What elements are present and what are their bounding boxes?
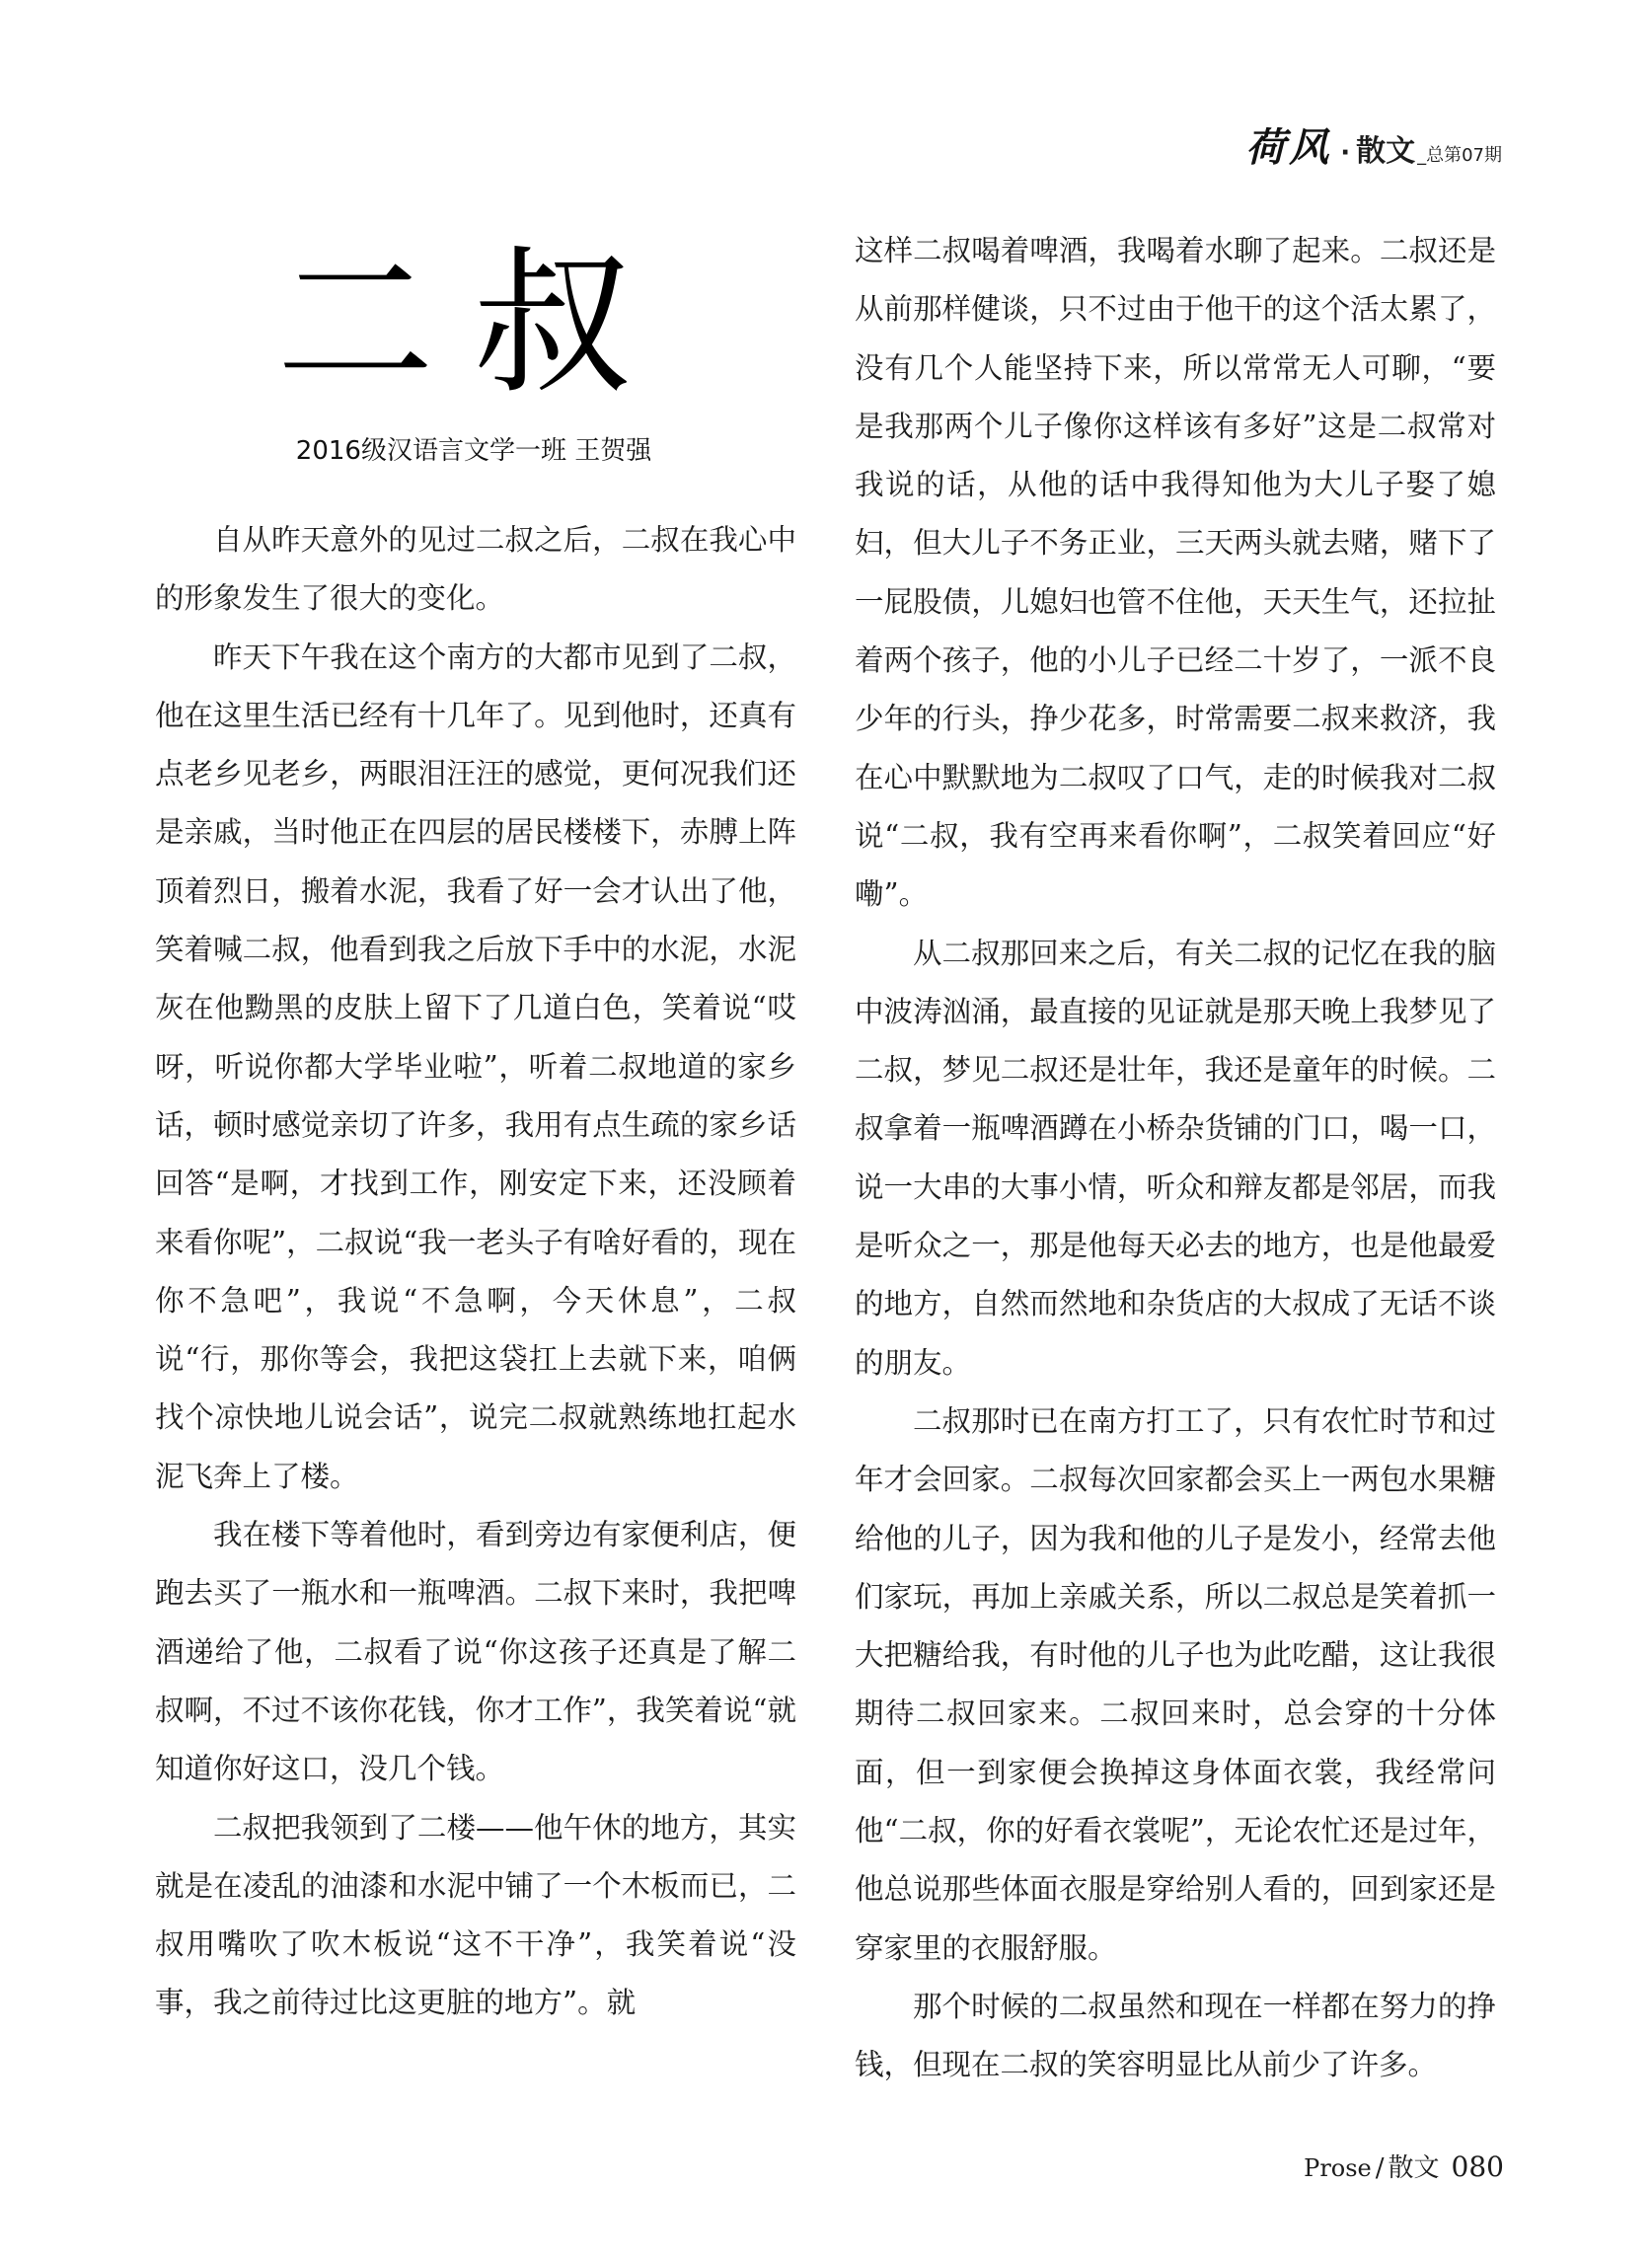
paragraph: 从二叔那回来之后，有关二叔的记忆在我的脑中波涛汹涌，最直接的见证就是那天晚上我梦见了二叔，梦见二叔还是壮年，我还是童年的时候。二叔拿着一瓶啤酒蹲在小桥杂货铺的门口，喝一口，说一大串的大事小情，听众和辩友都是邻居，而我是听众之一，那是他每天必去的地方，也是他最爱的地方，自然而然地和杂货店的大叔成了无话不谈的朋友。 [855, 936, 1496, 1380]
paragraph: 昨天下午我在这个南方的大都市见到了二叔，他在这里生活已经有十几年了。见到他时，还真有点老乡见老乡，两眼泪汪汪的感觉，更何况我们还是亲戚，当时他正在四层的居民楼楼下，赤膊上阵顶着烈日，搬着水泥，我看了好一会才认出了他，笑着喊二叔，他看到我之后放下手中的水泥，水泥灰在他黝黑的皮肤上留下了几道白色，笑着说“哎呀，听说你都大学毕业啦”，听着二叔地道的家乡话，顿时感觉亲切了许多，我用有点生疏的家乡话回答“是啊，才找到工作，刚安定下来，还没顾着来看你呢”，二叔说“我一老头子有啥好看的，现在你不急吧”，我说“不急啊，今天休息”，二叔说“行，那你等会，我把这袋扛上去就下来，咱俩找个凉快地儿说会话”，说完二叔就熟练地扛起水泥飞奔上了楼。 [155, 640, 796, 1493]
paragraph: 那个时候的二叔虽然和现在一样都在努力的挣钱，但现在二叔的笑容明显比从前少了许多。 [855, 1989, 1496, 2082]
magazine-logo: 荷风 [1245, 124, 1333, 171]
footer-separator: / [1375, 2153, 1385, 2183]
issue-number: _总第07期 [1417, 145, 1502, 166]
paragraph-continued: 这样二叔喝着啤酒，我喝着水聊了起来。二叔还是从前那样健谈，只不过由于他干的这个活太累了，没有几个人能坚持下来，所以常常无人可聊，“要是我那两个儿子像你这样该有多好”这是二叔常对我说的话，从他的话中我得知他为大儿子娶了媳妇，但大儿子不务正业，三天两头就去赌，赌下了一屁股债，儿媳妇也管不住他，天天生气，还拉扯着两个孩子，他的小儿子已经二十岁了，一派不良少年的行头，挣少花多，时常需要二叔来救济，我在心中默默地为二叔叹了口气，走的时候我对二叔说“二叔，我有空再来看你啊”，二叔笑着回应“好嘞”。 [855, 234, 1496, 912]
running-header [1245, 116, 1502, 173]
article-title: 二叔 [275, 231, 671, 415]
paragraph: 自从昨天意外的见过二叔之后，二叔在我心中的形象发生了很大的变化。 [155, 523, 796, 616]
footer-section-english: Prose [1304, 2154, 1372, 2182]
page-number: 080 [1451, 2150, 1504, 2183]
paragraph: 我在楼下等着他时，看到旁边有家便利店，便跑去买了一瓶水和一瓶啤酒。二叔下来时，我把啤酒递给了他，二叔看了说“你这孩子还真是了解二叔啊，不过不该你花钱，你才工作”，我笑着说“就知道你好这口，没几个钱。 [155, 1518, 796, 1786]
paragraph: 二叔把我领到了二楼——他午休的地方，其实就是在凌乱的油漆和水泥中铺了一个木板而已，二叔用嘴吹了吹木板说“这不干净”，我笑着说“没事，我之前待过比这更脏的地方”。就 [155, 1810, 796, 2020]
section-name: 散文 [1356, 134, 1416, 169]
header-dot: · [1340, 138, 1351, 168]
paragraph: 二叔那时已在南方打工了，只有农忙时节和过年才会回家。二叔每次回家都会买上一两包水果糖给他的儿子，因为我和他的儿子是发小，经常去他们家玩，再加上亲戚关系，所以二叔总是笑着抓一大把糖给我，有时他的儿子也为此吃醋，这让我很期待二叔回家来。二叔回来时，总会穿的十分体面，但一到家便会换掉这身体面衣裳，我经常问他“二叔，你的好看衣裳呢”，无论农忙还是过年，他总说那些体面衣服是穿给别人看的，回到家还是穿家里的衣服舒服。 [855, 1403, 1496, 1965]
footer-section-chinese: 散文 [1388, 2153, 1440, 2183]
author-byline: 2016级汉语言文学一班 王贺强 [295, 436, 652, 466]
page-footer [1304, 2148, 1504, 2184]
right-column [855, 222, 1496, 2095]
left-column [155, 511, 796, 2033]
